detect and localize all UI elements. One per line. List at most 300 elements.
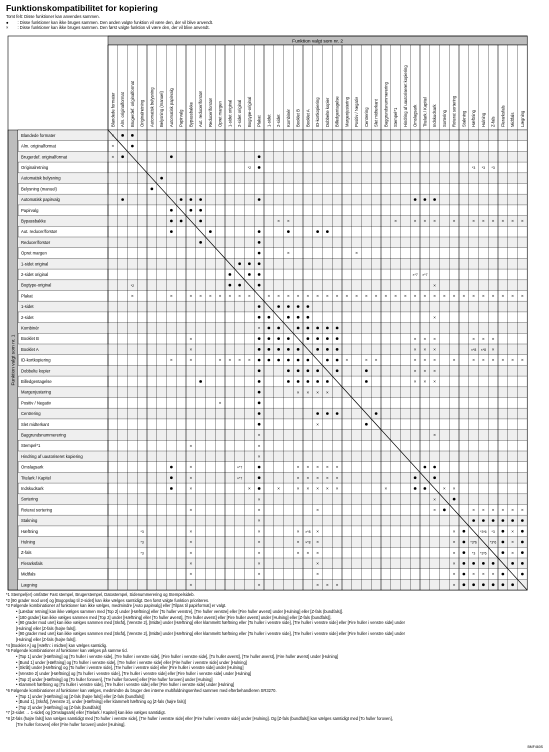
cell-mark: × xyxy=(257,582,261,588)
row-label: Centrering xyxy=(21,411,41,417)
column-label: Sortering xyxy=(441,110,447,127)
cell-mark: × xyxy=(170,293,173,299)
row-label: Baggrundsnummerering xyxy=(21,432,66,438)
row-label: Omslagsark xyxy=(21,464,44,470)
cell-mark: × xyxy=(257,453,261,459)
cell-dot-mark xyxy=(482,562,485,565)
cell-mark: × xyxy=(472,293,475,299)
cell-mark: × xyxy=(316,507,319,513)
cell-mark: × xyxy=(316,389,319,395)
cell-mark: × xyxy=(433,293,436,299)
column-label: Alm. originalformat xyxy=(120,92,126,127)
cell-dot-mark xyxy=(492,519,495,522)
row-shade xyxy=(18,451,527,462)
cell-mark: × xyxy=(170,357,173,363)
cell-mark: × xyxy=(335,582,339,588)
cell-dot-mark xyxy=(297,359,300,362)
cell-mark: × xyxy=(423,357,427,363)
cell-mark: × xyxy=(248,293,251,299)
cell-mark: × xyxy=(189,336,193,342)
cell-dot-mark xyxy=(316,348,319,351)
cell-mark: × xyxy=(452,539,456,545)
cell-mark: × xyxy=(238,293,241,299)
column-label: Positiv / Negativ xyxy=(354,96,360,127)
cell-mark: × xyxy=(335,486,339,492)
cell-dot-mark xyxy=(433,198,436,201)
cell-dot-mark xyxy=(307,327,310,330)
cell-mark: × xyxy=(306,550,310,556)
row-label: ID-kortkopiering xyxy=(21,357,51,363)
row-shade xyxy=(18,280,527,291)
cell-dot-mark xyxy=(502,573,505,576)
cell-mark: × xyxy=(452,550,456,556)
row-shade xyxy=(18,151,527,162)
cell-mark: × xyxy=(482,336,485,342)
cell-mark: × xyxy=(472,571,475,577)
footnote-line: • [Bund 1] under [Hæftning] og [To huller i venstre side], [Tre huller i venstre side] eller [Fire huller i venstre side] under [Hulning] xyxy=(16,659,247,665)
cell-mark: *3 xyxy=(472,551,476,556)
legend-line-dot: ● : Disse funktioner kan ikke bruges sammen. Den anden valgte funktion vil være den, der vil blive anvendt. xyxy=(6,19,214,25)
cell-dot-mark xyxy=(307,380,310,383)
column-label: Booklet A xyxy=(305,109,311,127)
cell-dot-mark xyxy=(258,252,261,255)
cell-dot-mark xyxy=(511,583,514,586)
column-label: Belysning (manuel) xyxy=(159,91,165,127)
page-code: BMF460S xyxy=(527,745,543,749)
cell-dot-mark xyxy=(258,262,261,265)
cell-dot-mark xyxy=(502,551,505,554)
cell-mark: × xyxy=(257,528,261,534)
cell-mark: × xyxy=(316,571,319,577)
cell-mark: × xyxy=(511,528,514,534)
cell-dot-mark xyxy=(316,230,319,233)
cell-mark: *3 xyxy=(491,166,495,171)
cell-mark: × xyxy=(491,346,495,352)
cell-dot-mark xyxy=(258,337,261,340)
cell-mark: × xyxy=(189,571,193,577)
cell-mark: ×*8 xyxy=(305,540,311,545)
cell-mark: × xyxy=(482,218,485,224)
row-label: Titelark / Kapitel xyxy=(21,475,51,481)
cell-mark: × xyxy=(228,293,232,299)
cell-dot-mark xyxy=(297,380,300,383)
side-header-text: Funktion valgt som nr. 1 xyxy=(11,334,17,386)
footnote-line: • [Top 1] under [Hæftning] og [Z-fals (højre fals)] eller [Z-fals (bundfals)] xyxy=(16,693,145,699)
footnote-line: • [Skråt] under [Hæftning] og [To huller i venstre side], [Tre huller i venstre side] eller [Fire huller i venstre side] under [Hulning] xyxy=(16,665,244,671)
cell-mark: × xyxy=(462,293,466,299)
cell-dot-mark xyxy=(287,337,290,340)
cell-mark: *3 xyxy=(140,551,144,556)
cell-mark: × xyxy=(257,539,261,545)
cell-dot-mark xyxy=(170,230,173,233)
footnote-line: • [Top 1] under [Hæftning] og [To huller i venstre side], [Tre huller i venstre side], [Fire huller i venstre side], [To huller øverst], [Tre huller øverst], [Fire huller øverst] under [Hulning] xyxy=(16,654,339,660)
cell-dot-mark xyxy=(453,498,456,501)
cell-mark: *3 xyxy=(472,166,476,171)
cell-dot-mark xyxy=(316,380,319,383)
cell-mark: × xyxy=(394,218,397,224)
row-label: Bogtype-original xyxy=(21,282,52,288)
cell-dot-mark xyxy=(326,230,329,233)
column-label: Aut. reducer/forstør xyxy=(198,90,204,127)
cell-dot-mark xyxy=(199,241,202,244)
row-label: Brugerdef. originalformat xyxy=(21,154,68,160)
cell-mark: × xyxy=(296,486,300,492)
cell-mark: *3 xyxy=(140,540,144,545)
column-label: Lægning xyxy=(519,110,525,127)
cell-dot-mark xyxy=(190,209,193,212)
cell-mark: × xyxy=(433,368,436,374)
cell-mark: × xyxy=(443,486,446,492)
cell-dot-mark xyxy=(424,198,427,201)
cell-dot-mark xyxy=(199,209,202,212)
cell-dot-mark xyxy=(258,155,261,158)
cell-mark: × xyxy=(335,464,339,470)
cell-dot-mark xyxy=(268,359,271,362)
cell-dot-mark xyxy=(336,337,339,340)
row-label: Bypassbakke xyxy=(21,218,46,224)
column-label: Kombinér xyxy=(285,109,291,127)
cell-mark: × xyxy=(218,357,222,363)
cell-mark: × xyxy=(209,293,212,299)
cell-dot-mark xyxy=(238,262,241,265)
cell-mark: × xyxy=(374,357,378,363)
cell-dot-mark xyxy=(199,220,202,223)
column-label: Automatisk belysning xyxy=(149,87,155,127)
legend-symbol-dot: ● xyxy=(6,19,9,25)
footnote-line: *3 Følgende kombinationer af funktioner kan ikke vælges, medmindre [Auto papirvalg] eller [Tilpas til papirformat] er valgt. xyxy=(6,603,227,609)
cell-dot-mark xyxy=(424,466,427,469)
cell-mark: × xyxy=(287,250,290,256)
row-label: 2-sidet xyxy=(21,314,34,320)
cell-mark: × xyxy=(511,507,514,513)
top-header-text: Funktion valgt som nr. 2 xyxy=(292,39,344,45)
cell-mark: × xyxy=(501,507,505,513)
column-label: Centrering xyxy=(363,107,369,127)
cell-mark: × xyxy=(306,486,310,492)
cell-mark: × xyxy=(511,218,514,224)
cell-dot-mark xyxy=(316,412,319,415)
row-label: Automatisk belysning xyxy=(21,175,61,181)
cell-mark: × xyxy=(277,218,280,224)
row-label: 2-sidet original xyxy=(21,271,49,277)
cell-dot-mark xyxy=(258,198,261,201)
cell-mark: × xyxy=(189,346,193,352)
cell-dot-mark xyxy=(502,519,505,522)
column-label: Baggrundsnummerering xyxy=(383,82,389,127)
cell-dot-mark xyxy=(258,305,261,308)
cell-mark: × xyxy=(131,293,134,299)
cell-mark: ×*7 xyxy=(412,273,418,278)
row-shade xyxy=(18,365,527,376)
cell-mark: × xyxy=(189,582,193,588)
row-shade xyxy=(18,579,527,590)
cell-mark: × xyxy=(316,293,319,299)
cell-dot-mark xyxy=(307,305,310,308)
cell-mark: × xyxy=(423,293,427,299)
footnote-line: *4 [Booklet A] og [Hæftn: i midten] kan vælges samtidig. xyxy=(6,642,108,648)
cell-mark: × xyxy=(296,389,300,395)
cell-dot-mark xyxy=(472,562,475,565)
cell-dot-mark xyxy=(336,412,339,415)
cell-dot-mark xyxy=(170,155,173,158)
cell-dot-mark xyxy=(287,230,290,233)
row-label: Positiv / Negativ xyxy=(21,400,52,406)
cell-dot-mark xyxy=(258,487,261,490)
row-shade xyxy=(18,515,527,526)
cell-mark: ×*7 xyxy=(237,465,243,470)
cell-mark: × xyxy=(511,550,514,556)
column-label: Plakat xyxy=(256,115,262,127)
column-label: Bogtype-original xyxy=(246,96,252,127)
cell-dot-mark xyxy=(170,466,173,469)
cell-mark: × xyxy=(433,379,436,385)
cell-mark: × xyxy=(452,357,456,363)
row-label: 1-sidet original xyxy=(21,261,49,267)
cell-dot-mark xyxy=(258,402,261,405)
cell-dot-mark xyxy=(229,284,232,287)
cell-dot-mark xyxy=(511,519,514,522)
row-label: Sortering xyxy=(21,496,38,502)
cell-mark: × xyxy=(472,336,475,342)
cell-dot-mark xyxy=(307,337,310,340)
cell-dot-mark xyxy=(238,284,241,287)
column-label: Margenjustering xyxy=(344,96,350,127)
cell-dot-mark xyxy=(258,412,261,415)
cell-dot-mark xyxy=(326,327,329,330)
footnote-line: • Klammelt hæftning og [To huller i venstre side], [Tre huller i venstre side] eller [Fire huller i venstre side] under [Hulning] xyxy=(16,682,235,688)
column-label: Opret margen xyxy=(217,101,223,127)
footnote-line: • [Top 2] under [Hæftning] og [Z-fals (bundfals)] xyxy=(16,704,102,710)
cell-dot-mark xyxy=(199,380,202,383)
cell-mark: ×*8 xyxy=(471,347,477,352)
cell-mark: *3 xyxy=(140,529,144,534)
cell-dot-mark xyxy=(433,466,436,469)
cell-dot-mark xyxy=(307,369,310,372)
footnote-line: • [Læsbar retning] kan ikke vælges sammen med [Top 2] under [Hæftning] eller [To huller venstre], [Tre huller venstre] eller [Fire huller øverst] under [Hulning] eller [Z-fals (bundfals)]. xyxy=(16,608,344,614)
footnote-line: [Hulning] eller [Z-fals (højre fals)]. xyxy=(16,637,77,643)
cell-dot-mark xyxy=(268,348,271,351)
cell-dot-mark xyxy=(170,476,173,479)
cell-dot-mark xyxy=(170,209,173,212)
cell-mark: × xyxy=(521,507,524,513)
cell-dot-mark xyxy=(336,359,339,362)
row-label: Booklet A xyxy=(21,346,39,352)
cell-dot-mark xyxy=(277,305,280,308)
cell-mark: × xyxy=(501,357,505,363)
cell-mark: × xyxy=(316,560,319,566)
cell-dot-mark xyxy=(482,519,485,522)
cell-mark: × xyxy=(384,486,388,492)
cell-dot-mark xyxy=(268,316,271,319)
footnote-line: • [90 grader mod uret] kan ikke vælges sammen med [Skråt], [Venstre 2], [Midte] under [Hæftning] eller klammeltt hæftning eller [To huller i venstre side], [Tre huller i venstre side] eller [Fire huller i venstre side] under xyxy=(16,620,405,626)
cell-mark: × xyxy=(491,507,495,513)
cell-dot-mark xyxy=(170,487,173,490)
cell-mark: × xyxy=(287,293,290,299)
cell-mark: × xyxy=(452,582,456,588)
row-shade xyxy=(18,173,527,184)
cell-dot-mark xyxy=(287,380,290,383)
cell-mark: × xyxy=(384,293,388,299)
footnote-line: *1 Stempel(er) omfatter Fast stempel, Brugerstempel, Datostempel, Sidenummerering og Stempelsideb. xyxy=(6,592,195,597)
cell-dot-mark xyxy=(258,230,261,233)
cell-mark: × xyxy=(433,314,436,320)
cell-mark: × xyxy=(521,218,524,224)
cell-mark: × xyxy=(296,293,300,299)
footnote-line: *5 Følgende kombinationer af funktioner kan vælges på samme tid. xyxy=(6,648,128,654)
footnote-line: [Hulning] eller [Z-fals (højre fals)]. xyxy=(16,625,77,631)
cell-mark: × xyxy=(257,518,261,524)
cell-mark: ×*8 xyxy=(305,529,311,534)
cell-mark: × xyxy=(248,357,251,363)
cell-mark: × xyxy=(433,346,436,352)
cell-dot-mark xyxy=(326,348,329,351)
cell-mark: × xyxy=(189,560,193,566)
row-label: Z-fals xyxy=(21,550,32,556)
row-label: Aut. reducer/forstør xyxy=(21,229,58,235)
row-label: Stempel*1 xyxy=(21,443,41,449)
cell-mark: × xyxy=(218,293,222,299)
row-shade xyxy=(18,344,527,355)
cell-dot-mark xyxy=(131,134,134,137)
cell-mark: × xyxy=(189,293,193,299)
cell-dot-mark xyxy=(297,348,300,351)
cell-dot-mark xyxy=(424,487,427,490)
column-label: Reducer/forstør xyxy=(207,97,213,127)
cell-dot-mark xyxy=(297,369,300,372)
row-label: Slet midterkant xyxy=(21,421,49,427)
cell-mark: × xyxy=(306,293,310,299)
cell-mark: × xyxy=(433,218,436,224)
column-label: Midtfals xyxy=(510,112,516,127)
row-label: 1-sidet xyxy=(21,304,34,310)
row-label: Blandede formater xyxy=(21,132,56,138)
legend-symbol-cross: × xyxy=(6,25,9,30)
row-shade xyxy=(18,387,527,398)
cell-dot-mark xyxy=(365,369,368,372)
cell-mark: × xyxy=(491,218,495,224)
row-label: Opret margen xyxy=(21,250,47,256)
cell-mark: × xyxy=(267,293,271,299)
cell-dot-mark xyxy=(277,359,280,362)
cell-dot-mark xyxy=(375,412,378,415)
cell-mark: × xyxy=(306,389,310,395)
column-label: Automatisk papirvalg xyxy=(168,88,174,127)
cell-mark: × xyxy=(452,218,456,224)
column-label: Z-fals xyxy=(490,116,496,127)
column-label: Hæftning xyxy=(471,110,477,127)
cell-mark: × xyxy=(277,486,280,492)
row-shade xyxy=(18,216,527,227)
cell-dot-mark xyxy=(248,273,251,276)
cell-mark: × xyxy=(413,293,417,299)
footnotes xyxy=(6,592,542,727)
cell-mark: × xyxy=(345,357,349,363)
cell-mark: × xyxy=(413,368,417,374)
cell-dot-mark xyxy=(258,316,261,319)
row-shade xyxy=(18,430,527,441)
cell-mark: × xyxy=(472,357,475,363)
cell-dot-mark xyxy=(258,476,261,479)
cell-mark: × xyxy=(248,486,251,492)
column-label: Titelark / Kapitel xyxy=(422,97,428,127)
cell-mark: × xyxy=(316,528,319,534)
row-label: Midtfals xyxy=(21,571,36,577)
cell-mark: × xyxy=(501,218,505,224)
cell-dot-mark xyxy=(287,369,290,372)
cell-dot-mark xyxy=(414,198,417,201)
cell-dot-mark xyxy=(258,380,261,383)
cell-dot-mark xyxy=(482,583,485,586)
cell-mark: × xyxy=(326,464,329,470)
cell-dot-mark xyxy=(463,551,466,554)
cell-dot-mark xyxy=(268,327,271,330)
cell-dot-mark xyxy=(326,412,329,415)
cell-mark: × xyxy=(257,507,261,513)
cell-dot-mark xyxy=(521,541,524,544)
footnote-line: [Tre huller foroven] eller [Fire huller foroven] under [Hulning]. xyxy=(16,721,126,727)
cell-mark: × xyxy=(443,293,446,299)
cell-mark: × xyxy=(423,218,427,224)
cell-dot-mark xyxy=(336,348,339,351)
footnote-line: • [90 grader med uret] kan ikke vælges sammen med [Skråt], [Venstre 2], [Midte] under [Hæftning] eller klammeltt hæftning eller [To huller i venstre side], [Tre huller i venstre side] eller [Fire huller i venstre side] under xyxy=(16,631,405,637)
cell-dot-mark xyxy=(287,305,290,308)
cell-mark: × xyxy=(111,143,115,149)
cell-mark: × xyxy=(257,443,261,449)
cell-mark: × xyxy=(296,528,300,534)
column-label: Slet midterkant xyxy=(373,99,379,127)
column-label: 1-sidet xyxy=(266,114,272,127)
cell-mark: × xyxy=(316,486,319,492)
cell-dot-mark xyxy=(287,359,290,362)
cell-mark: × xyxy=(316,582,319,588)
column-label: ID-kortkopiering xyxy=(315,97,321,127)
cell-dot-mark xyxy=(316,369,319,372)
cell-mark: × xyxy=(482,357,485,363)
cell-mark: *3 xyxy=(481,166,485,171)
cell-mark: × xyxy=(335,475,339,481)
cell-mark: *3 xyxy=(491,529,495,534)
cell-dot-mark xyxy=(297,316,300,319)
cell-mark: × xyxy=(326,293,329,299)
column-label: Flerarksfals xyxy=(500,105,506,127)
row-shade xyxy=(18,408,527,419)
cell-mark: × xyxy=(326,486,329,492)
row-shade xyxy=(18,194,527,205)
cell-mark: × xyxy=(365,357,368,363)
cell-mark: × xyxy=(452,528,456,534)
row-shade xyxy=(18,258,527,269)
cell-mark: × xyxy=(257,432,261,438)
row-shade xyxy=(18,237,527,248)
cell-mark: × xyxy=(521,357,524,363)
cell-dot-mark xyxy=(463,583,466,586)
cell-dot-mark xyxy=(521,562,524,565)
cell-dot-mark xyxy=(443,509,446,512)
cell-dot-mark xyxy=(521,519,524,522)
row-label: Papirvalg xyxy=(21,207,39,213)
column-label: Hulning xyxy=(480,112,486,127)
cell-mark: × xyxy=(433,336,436,342)
cell-mark: × xyxy=(189,550,193,556)
column-label: Originalretning xyxy=(139,99,145,127)
footnote-line: • [Top 2] under [Hæftning] og [To huller foroven], [Tre huller foroven] eller [Fire huller foroven] under [Hulning] xyxy=(16,676,213,682)
cell-mark: × xyxy=(228,357,232,363)
cell-mark: × xyxy=(316,539,319,545)
row-shade xyxy=(18,494,527,505)
row-shade xyxy=(18,537,527,548)
cell-mark: × xyxy=(355,293,358,299)
footnote-line: *7 [2-sidet → 1-sidet] og [Omslagsark] eller [Titelark / Kapitel] kan ikke vælges samtidigt. xyxy=(6,710,166,716)
